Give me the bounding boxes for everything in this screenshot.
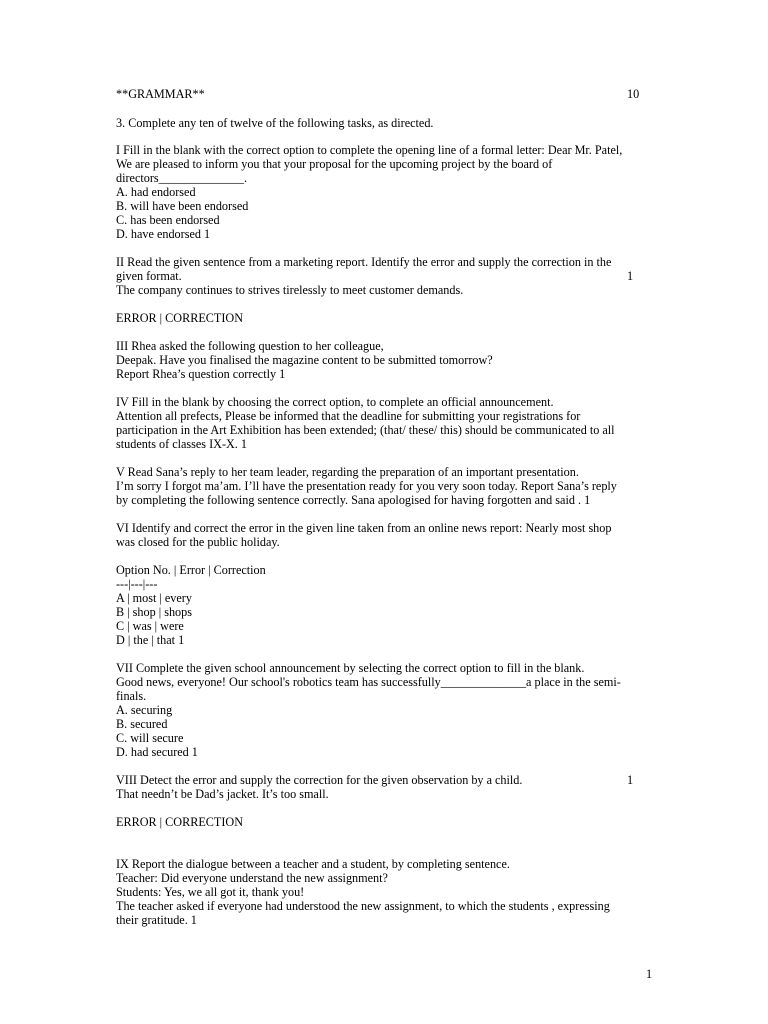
q1-option-b: B. will have been endorsed xyxy=(116,199,249,213)
q3-question: Deepak. Have you finalised the magazine content to be submitted tomorrow? xyxy=(116,353,493,367)
page-number: 1 xyxy=(646,967,653,981)
q6-prompt-cont: was closed for the public holiday. xyxy=(116,535,280,549)
q1-option-d: D. have endorsed 1 xyxy=(116,227,211,241)
q3-prompt: III Rhea asked the following question to her colleague, xyxy=(116,339,384,353)
q5-text-2: by completing the following sentence correctly. Sana apologised for having forgotten and said . 1 xyxy=(116,493,591,507)
q8-format: ERROR | CORRECTION xyxy=(116,815,244,829)
q1-sentence-cont: directors______________. xyxy=(116,171,247,185)
q6-table-row-d: D | the | that 1 xyxy=(116,633,185,647)
q9-prompt: IX Report the dialogue between a teacher and a student, by completing sentence. xyxy=(116,857,510,871)
q6-table-divider: ---|---|--- xyxy=(116,577,158,591)
q1-prompt: I Fill in the blank with the correct option to complete the opening line of a formal letter: Dear Mr. Patel, xyxy=(116,143,623,157)
q6-table-row-b: B | shop | shops xyxy=(116,605,192,619)
q3-task: Report Rhea’s question correctly 1 xyxy=(116,367,286,381)
q5-prompt: V Read Sana’s reply to her team leader, regarding the preparation of an important presentation. xyxy=(116,465,579,479)
q1-option-c: C. has been endorsed xyxy=(116,213,220,227)
q6-prompt: VI Identify and correct the error in the given line taken from an online news report: Nearly most shop xyxy=(116,521,612,535)
q2-sentence: The company continues to strives tirelessly to meet customer demands. xyxy=(116,283,464,297)
q6-table-header: Option No. | Error | Correction xyxy=(116,563,266,577)
total-marks: 10 xyxy=(627,87,640,101)
q9-task-2: their gratitude. 1 xyxy=(116,913,197,927)
q8-sentence: That needn’t be Dad’s jacket. It’s too small. xyxy=(116,787,329,801)
q7-option-d: D. had secured 1 xyxy=(116,745,198,759)
q7-prompt: VII Complete the given school announcement by selecting the correct option to fill in the blank. xyxy=(116,661,585,675)
q4-text-3: students of classes IX-X. 1 xyxy=(116,437,247,451)
q7-sentence: Good news, everyone! Our school's robotics team has successfully______________a place in the semi- xyxy=(116,675,621,689)
q1-option-a: A. had endorsed xyxy=(116,185,196,199)
q7-option-c: C. will secure xyxy=(116,731,184,745)
q8-prompt: VIII Detect the error and supply the correction for the given observation by a child. xyxy=(116,773,523,787)
q2-format: ERROR | CORRECTION xyxy=(116,311,244,325)
page-title: **GRAMMAR** xyxy=(116,87,205,101)
instructions: 3. Complete any ten of twelve of the following tasks, as directed. xyxy=(116,116,434,130)
q6-table-row-c: C | was | were xyxy=(116,619,184,633)
q2-prompt-cont: given format. xyxy=(116,269,182,283)
q2-prompt: II Read the given sentence from a marketing report. Identify the error and supply the correction in the xyxy=(116,255,612,269)
q9-teacher-line: Teacher: Did everyone understand the new assignment? xyxy=(116,871,388,885)
q4-prompt: IV Fill in the blank by choosing the correct option, to complete an official announcement. xyxy=(116,395,554,409)
q5-text-1: I’m sorry I forgot ma’am. I’ll have the presentation ready for you very soon today. Report Sana’s reply xyxy=(116,479,617,493)
q7-option-b: B. secured xyxy=(116,717,168,731)
q1-sentence: We are pleased to inform you that your proposal for the upcoming project by the board of xyxy=(116,157,553,171)
q2-mark: 1 xyxy=(627,269,634,283)
q4-text-1: Attention all prefects, Please be informed that the deadline for submitting your registrations for xyxy=(116,409,581,423)
q7-option-a: A. securing xyxy=(116,703,173,717)
q4-text-2: participation in the Art Exhibition has been extended; (that/ these/ this) should be communicated to all xyxy=(116,423,615,437)
q9-students-line: Students: Yes, we all got it, thank you! xyxy=(116,885,305,899)
q7-sentence-cont: finals. xyxy=(116,689,147,703)
q9-task-1: The teacher asked if everyone had understood the new assignment, to which the students , expressing xyxy=(116,899,610,913)
q6-table-row-a: A | most | every xyxy=(116,591,192,605)
q8-mark: 1 xyxy=(627,773,634,787)
